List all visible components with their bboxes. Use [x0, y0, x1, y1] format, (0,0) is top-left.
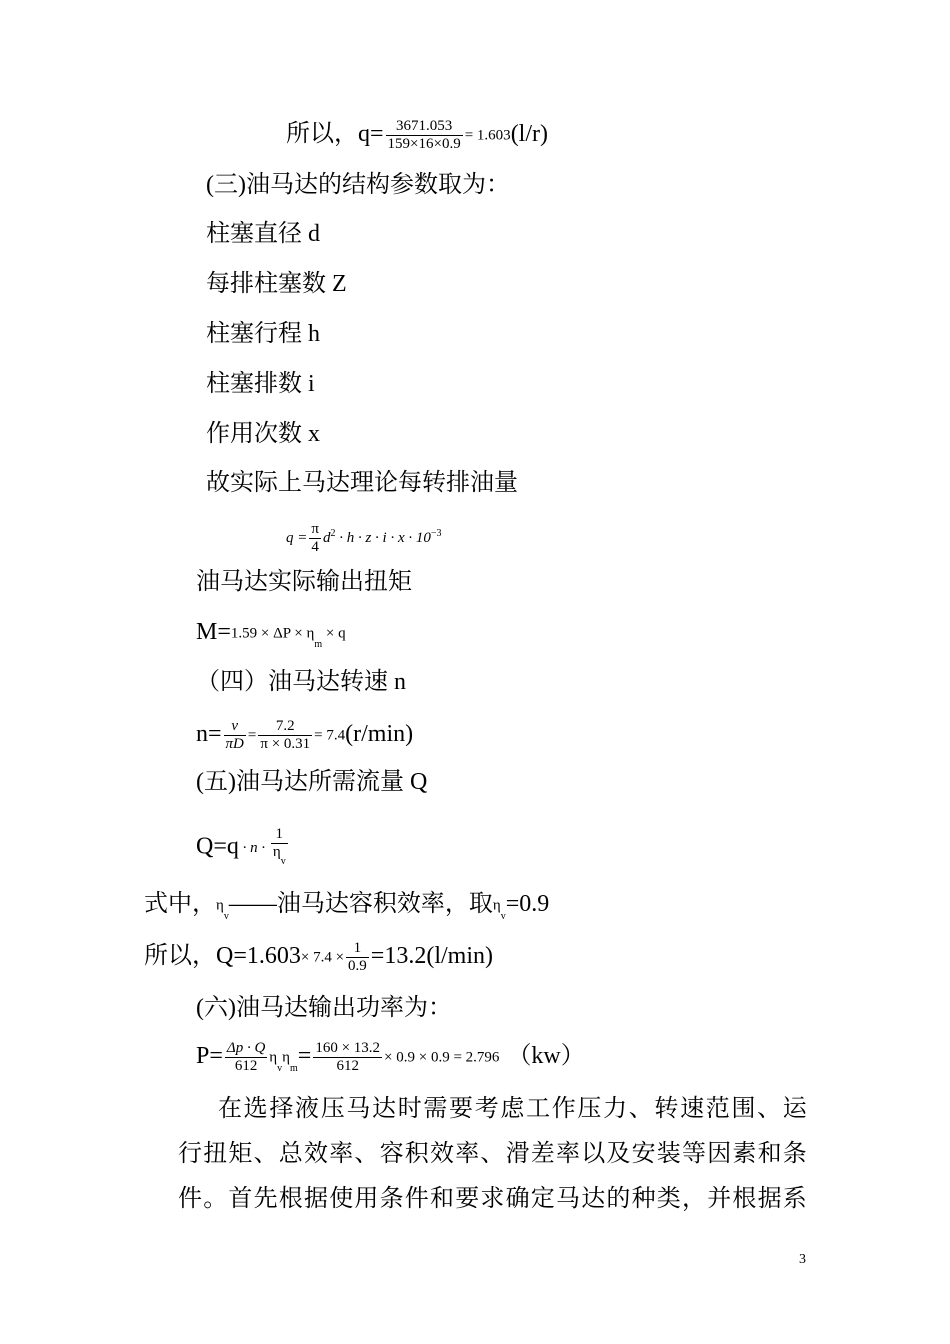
q-calc-prefix: 所以，q=: [286, 121, 384, 148]
section5-title: (五)油马达所需流量 Q: [196, 769, 428, 795]
section3-title: (三)油马达的结构参数取为：: [206, 172, 510, 198]
speed-formula: [196, 718, 413, 753]
q-calc-unit: (l/r): [510, 121, 548, 148]
flow-frac-den-sub: v: [280, 856, 286, 867]
flow-calc-den: 0.9: [348, 958, 367, 974]
q-calc-result: = 1.603: [464, 127, 511, 144]
torque-expr-sub: m: [314, 639, 323, 650]
power-frac2-num: 160 × 13.2: [315, 1040, 381, 1056]
q-calc-denominator: 159×16×0.9: [387, 136, 461, 152]
speed-frac1: [224, 718, 246, 753]
power-eq: =: [297, 1043, 312, 1070]
power-frac2-den: 612: [313, 1057, 382, 1075]
param-i: 柱塞排数 i: [206, 371, 315, 397]
torque-title: 油马达实际输出扭矩: [196, 569, 412, 595]
speed-result: = 7.4: [314, 727, 346, 744]
flow-frac-num: 1: [275, 826, 284, 842]
power-frac2: [313, 1040, 382, 1075]
flow-fraction: [271, 826, 288, 870]
speed-frac2-num: 7.2: [275, 718, 295, 734]
pi-over-4: [309, 521, 321, 556]
speed-frac2: [258, 718, 312, 753]
torque-expr-b: × q: [322, 625, 346, 642]
param-x: 作用次数 x: [206, 421, 320, 447]
power-formula: [196, 1040, 585, 1083]
page-number: 3: [799, 1252, 806, 1267]
power-eta-m: η: [282, 1049, 290, 1066]
speed-frac2-den: π × 0.31: [260, 736, 311, 752]
speed-frac1-num: v: [231, 718, 239, 734]
where-value: =0.9: [505, 891, 550, 917]
power-prefix: P=: [196, 1043, 223, 1070]
speed-prefix: n=: [196, 721, 222, 748]
power-frac1-num: Δp · Q: [226, 1040, 266, 1056]
power-frac1-den: 612: [225, 1057, 267, 1075]
speed-eq: =: [247, 727, 257, 744]
flow-frac-den: η: [272, 844, 281, 860]
q-formula-d: d: [322, 530, 331, 546]
q-formula-den: 4: [309, 538, 321, 556]
q-formula-exp: −3: [430, 528, 442, 539]
where-text: ——油马达容积效率，取: [228, 891, 493, 917]
power-tail: × 0.9 × 0.9 = 2.796: [384, 1049, 500, 1066]
flow-formula: [196, 826, 290, 870]
section6-title: (六)油马达输出功率为：: [196, 995, 452, 1021]
param-z: 每排柱塞数 Z: [206, 271, 347, 297]
displacement-formula: [286, 520, 442, 556]
where-eta2: η: [492, 897, 501, 914]
flow-mid: · n ·: [238, 840, 269, 856]
q-calc-numerator: 3671.053: [396, 118, 453, 134]
q-formula-num: π: [311, 521, 319, 538]
power-eta-m-sub: m: [290, 1063, 298, 1075]
section4-title: （四）油马达转速 n: [196, 669, 406, 695]
speed-frac1-den: πD: [225, 736, 244, 752]
where-eta2-sub: v: [500, 911, 506, 922]
torque-expr-a: 1.59 × ΔP × η: [230, 625, 315, 642]
q-formula-rhs: · h · z · i · x · 10: [335, 530, 431, 546]
flow-calc-fraction: [346, 940, 369, 975]
flow-prefix: Q=q: [196, 833, 239, 860]
where-eta: η: [216, 897, 224, 914]
power-eta-v-sub: v: [277, 1063, 283, 1075]
param-d: 柱塞直径 d: [206, 221, 320, 247]
param-h: 柱塞行程 h: [206, 321, 320, 347]
selection-paragraph: 在选择液压马达时需要考虑工作压力、转速范围、运行扭矩、总效率、容积效率、滑差率以及安装等因素和条件。首先根据使用条件和要求确定马达的种类，并根据系: [178, 1094, 808, 1212]
power-eta-v: η: [269, 1049, 278, 1066]
flow-calc-prefix: 所以，Q=1.603: [144, 943, 301, 970]
where-clause: [144, 890, 549, 931]
flow-calc-num: 1: [353, 940, 362, 956]
q-formula-exp2: 2: [330, 528, 336, 539]
flow-calc-mid: × 7.4 ×: [300, 949, 345, 966]
power-frac1: [225, 1040, 267, 1075]
q-formula-lhs: q =: [286, 530, 308, 546]
q-calc-fraction: [386, 118, 463, 153]
speed-unit: (r/min): [345, 721, 414, 748]
flow-calc-result: =13.2(l/min): [370, 943, 493, 970]
displacement-intro: 故实际上马达理论每转排油量: [206, 470, 518, 496]
torque-formula: [196, 618, 346, 659]
torque-prefix: M=: [196, 619, 231, 645]
power-unit: （kw）: [507, 1043, 585, 1070]
flow-calculation: [144, 940, 493, 975]
where-prefix: 式中，: [144, 891, 216, 917]
where-eta-sub: v: [223, 911, 229, 922]
q-calculation: [286, 118, 548, 153]
